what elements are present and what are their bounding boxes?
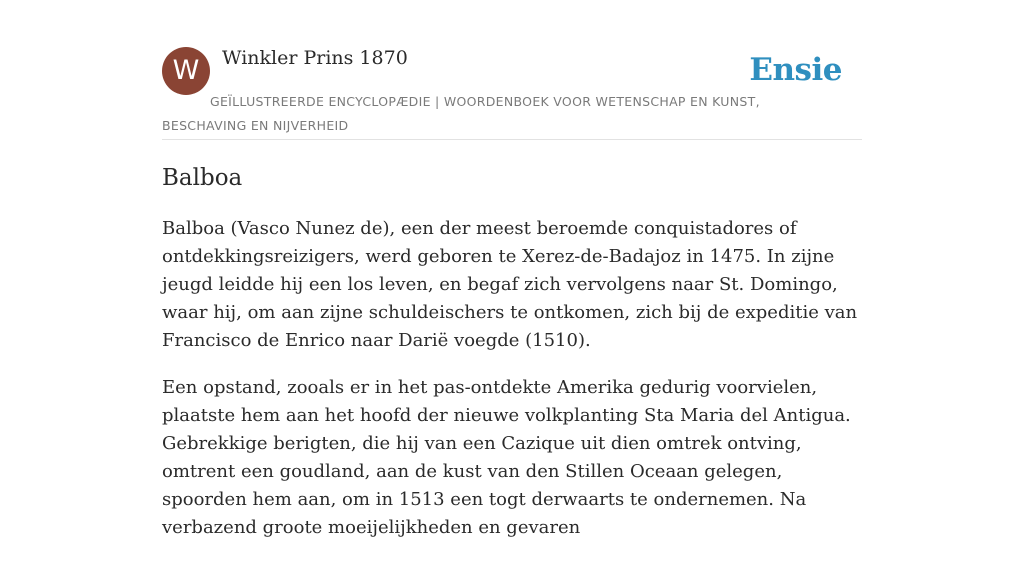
entry-paragraph: Balboa (Vasco Nunez de), een der meest beroemde conquistadores of ontdekkingsreizigers, werd geboren te Xerez-de-Badajoz in 1475. In zijne jeugd leidde hij een los leven, en begaf zich vervolgens naar St. Domingo, waar hij, om aan zijne schuldeischers te ontkomen, zich bij de expeditie van Francisco de Enrico naar Darië voegde (1510). — [162, 218, 858, 351]
source-title[interactable]: Winkler Prins 1870 — [222, 47, 408, 69]
ensie-logo-link[interactable]: Ensie — [749, 52, 842, 88]
entry-title: Balboa — [162, 165, 243, 191]
header-divider — [162, 139, 862, 140]
source-avatar[interactable]: W — [162, 47, 210, 95]
page-header — [162, 46, 862, 140]
entry-paragraph: Een opstand, zooals er in het pas-ontdekte Amerika gedurig voorvielen, plaatste hem aan het hoofd der nieuwe volkplanting Sta Maria del Antigua. Gebrekkige berigten, die hij van een Cazique uit dien omtrek ontving, omtrent een goudland, aan de kust van den Stillen Oceaan gelegen, spoorden hem aan, om in 1513 een togt derwaarts te ondernemen. Na verbazend groote moeijelijkheden en gevaren — [162, 377, 851, 538]
source-subtitle: GEÏLLUSTREERDE ENCYCLOPÆDIE | WOORDENBOEK VOOR WETENSCHAP EN KUNST, BESCHAVING EN NIJVERHEID — [162, 94, 760, 133]
entry-body — [162, 215, 862, 561]
